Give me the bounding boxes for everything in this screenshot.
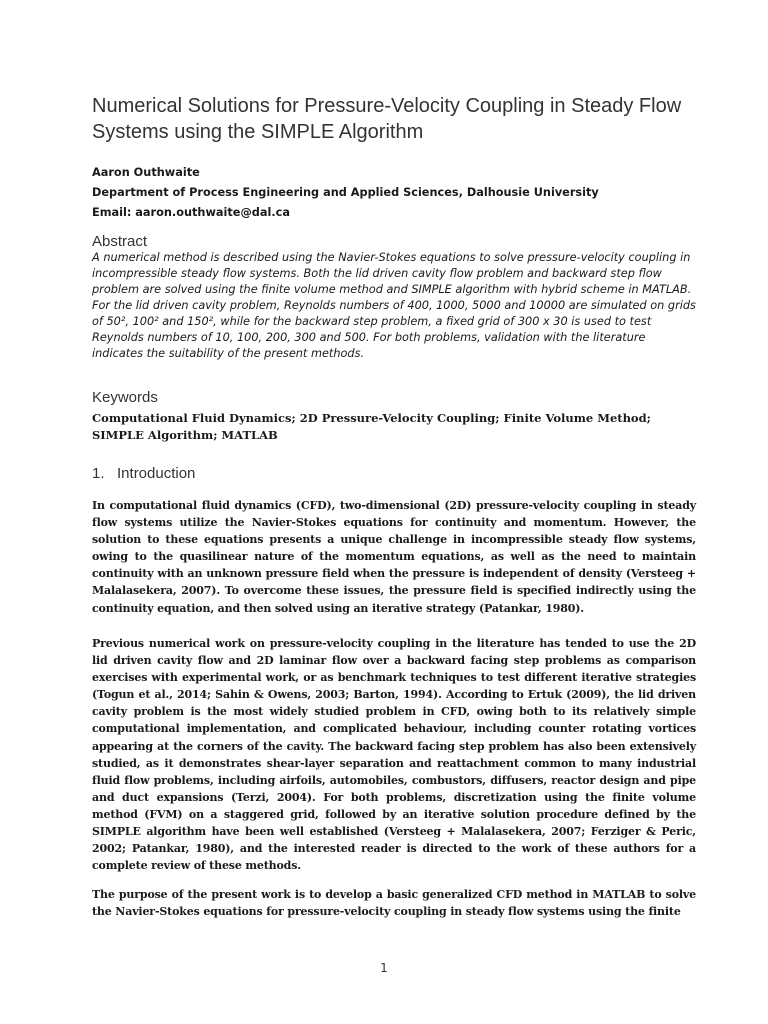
introduction-paragraph-3: The purpose of the present work is to develop a basic generalized CFD method in MATLAB to solve the Navier-Stokes equations for pressure-velocity coupling in steady flow systems using the finite xyxy=(92,888,696,919)
author-email: Email: aaron.outhwaite@dal.ca xyxy=(92,206,290,219)
abstract-text: A numerical method is described using the Navier-Stokes equations to solve pressure-velocity coupling in incompressible steady flow systems. Both the lid driven cavity flow problem and backward step flow problem are solved using the finite volume method and SIMPLE algorithm with hybrid scheme in MATLAB. For the lid driven cavity problem, Reynolds numbers of 400, 1000, 5000 and 10000 are simulated on grids of 50², 100² and 150², while for the backward step problem, a fixed grid of 300 x 30 is used to test Reynolds numbers of 10, 100, 200, 300 and 500. For both problems, validation with the literature indicates the suitability of the present methods. xyxy=(92,251,696,360)
paper-title: Numerical Solutions for Pressure-Velocity Coupling in Steady Flow Systems using the SIMPLE Algorithm xyxy=(92,95,682,143)
keywords-text: Computational Fluid Dynamics; 2D Pressure-Velocity Coupling; Finite Volume Method; SIMPLE Algorithm; MATLAB xyxy=(92,411,651,442)
introduction-paragraph-1: In computational fluid dynamics (CFD), two-dimensional (2D) pressure-velocity coupling in steady flow systems utilize the Navier-Stokes equations for continuity and momentum. However, the solution to these equations presents a unique challenge in incompressible steady flow systems, owing to the quasilinear nature of the momentum equations, as well as the need to maintain continuity with an unknown pressure field when the pressure is independent of density (Versteeg + Malalasekera, 2007). To overcome these issues, the pressure field is specified indirectly using the continuity equation, and then solved using an iterative strategy (Patankar, 1980). xyxy=(92,499,696,615)
abstract-heading: Abstract xyxy=(92,233,148,250)
author-block xyxy=(92,163,692,223)
introduction-paragraph-2: Previous numerical work on pressure-velocity coupling in the literature has tended to use the 2D lid driven cavity flow and 2D laminar flow over a backward facing step problems as comparison exercises with experimental work, or as benchmark techniques to test different iterative strategies (Togun et al., 2014; Sahin & Owens, 2003; Barton, 1994). According to Ertuk (2009), the lid driven cavity problem is the most widely studied problem in CFD, owing both to its relatively simple computational implementation, and complicated behaviour, including counter rotating vortices appearing at the corners of the cavity. The backward facing step problem has also been extensively studied, as it demonstrates shear-layer separation and reattachment common to many industrial fluid flow problems, including airfoils, automobiles, combustors, diffusers, reactor design and pipe and duct expansions (Terzi, 2004). For both problems, discretization using the finite volume method (FVM) on a staggered grid, followed by an iterative solution procedure defined by the SIMPLE algorithm have been well established (Versteeg + Malalasekera, 2007; Ferziger & Peric, 2002; Patankar, 1980), and the interested reader is directed to the work of these authors for a complete review of these methods. xyxy=(92,637,696,873)
keywords-heading: Keywords xyxy=(92,389,158,406)
author-affiliation: Department of Process Engineering and Applied Sciences, Dalhousie University xyxy=(92,186,599,199)
page-number: 1 xyxy=(380,961,388,975)
introduction-heading: 1. Introduction xyxy=(92,465,196,482)
author-name: Aaron Outhwaite xyxy=(92,166,200,179)
